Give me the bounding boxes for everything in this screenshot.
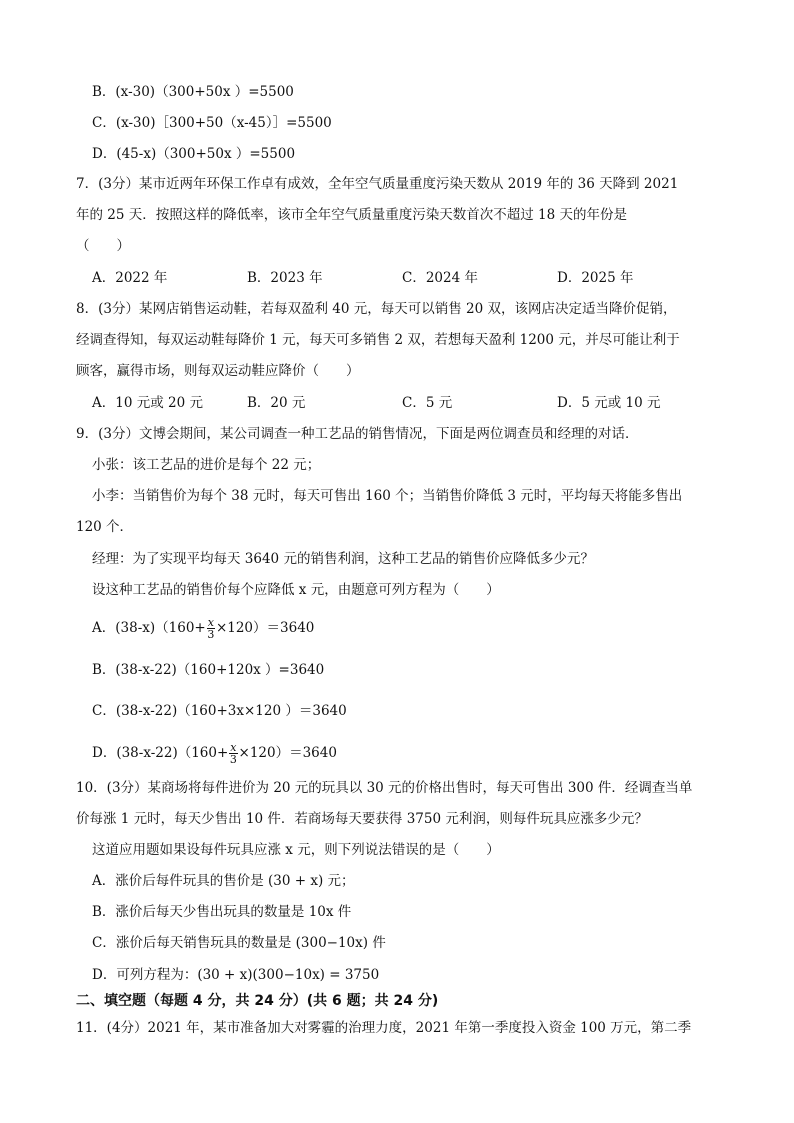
q8-stem-line2: 经调查得知，每双运动鞋每降价 1 元，每天可多销售 2 双，若想每天盈利 1200 元，并尽可能让利于 <box>76 332 680 348</box>
fraction-numerator: x <box>230 741 237 754</box>
q6-option-d: D．(45-x)（300+50x ）=5500 <box>92 146 296 162</box>
q10-option-b: B．涨价后每天少售出玩具的数量是 10x 件 <box>92 904 352 920</box>
section-fill-in-heading: 二、填空题（每题 4 分，共 24 分）(共 6 题；共 24 分) <box>76 993 439 1009</box>
q9-stem-line1: 9．(3分）文博会期间，某公司调查一种工艺品的销售情况，下面是两位调查员和经理的对话． <box>76 426 639 442</box>
q9-dialog-zhang: 小张：该工艺品的进价是每个 22 元； <box>92 457 321 473</box>
q9-option-b: B．(38-x-22)（160+120x ）=3640 <box>92 662 325 678</box>
q7-option-a: A．2022 年 <box>92 270 168 286</box>
q8-option-c: C．5 元 <box>402 395 453 411</box>
q8-option-a: A．10 元或 20 元 <box>92 395 203 411</box>
q7-option-c: C．2024 年 <box>402 270 478 286</box>
q7-option-b: B．2023 年 <box>247 270 323 286</box>
q8-stem-line1: 8．(3分）某网店销售运动鞋，若每双盈利 40 元，每天可以销售 20 双，该网店决定适当降价促销， <box>76 301 677 317</box>
q8-option-d: D．5 元或 10 元 <box>557 395 661 411</box>
q9-option-c: C．(38-x-22)（160+3x×120 ）＝3640 <box>92 703 347 719</box>
q6-option-b: B．(x-30)（300+50x ）=5500 <box>92 84 294 100</box>
q11-stem-line1: 11．(4分）2021 年，某市准备加大对雾霾的治理力度，2021 年第一季度投入资金 100 万元，第二季 <box>76 1020 692 1036</box>
q7-stem-line3: （ ） <box>76 238 130 254</box>
q10-option-d: D．可列方程为：(30 + x)(300−10x) = 3750 <box>92 967 380 983</box>
q9-option-a-pre: A．(38-x)（160+ <box>92 620 206 636</box>
q10-stem-line2: 价每涨 1 元时，每天少售出 10 件．若商场每天要获得 3750 元利润，则每件玩具应涨多少元？ <box>76 811 648 827</box>
q9-option-d-pre: D．(38-x-22)（160+ <box>92 745 229 761</box>
q9-option-a-fraction <box>207 617 215 640</box>
q10-option-a: A．涨价后每件玩具的售价是 (30 + x) 元； <box>92 873 355 889</box>
q9-dialog-manager: 经理：为了实现平均每天 3640 元的销售利润，这种工艺品的销售价应降低多少元？ <box>92 551 594 567</box>
q8-option-b: B．20 元 <box>247 395 306 411</box>
q9-option-a <box>92 617 314 640</box>
q9-option-d <box>92 742 337 765</box>
q7-stem-line2: 年的 25 天．按照这样的降低率，该市全年空气质量重度污染天数首次不超过 18 天的年份是 <box>76 207 628 223</box>
fraction-denominator: 3 <box>229 753 237 766</box>
q9-option-d-fraction <box>229 742 237 765</box>
fraction-denominator: 3 <box>207 628 215 641</box>
q10-option-c: C．涨价后每天销售玩具的数量是 (300−10x) 件 <box>92 935 386 951</box>
q7-stem-line1: 7．(3分）某市近两年环保工作卓有成效，全年空气质量重度污染天数从 2019 年的 36 天降到 2021 <box>76 176 679 192</box>
q10-stem-line1: 10．(3分）某商场将每件进价为 20 元的玩具以 30 元的价格出售时，每天可售出 300 件．经调查当单 <box>76 780 693 796</box>
q9-option-d-post: ×120）＝3640 <box>238 745 337 761</box>
q10-stem-line3: 这道应用题如果设每件玩具应涨 x 元，则下列说法错误的是（ ） <box>92 842 500 858</box>
q7-option-d: D．2025 年 <box>557 270 634 286</box>
q9-setup: 设这种工艺品的销售价每个应降低 x 元，由题意可列方程为（ ） <box>92 582 500 598</box>
fraction-numerator: x <box>207 616 214 629</box>
q9-dialog-li-line2: 120 个． <box>76 519 134 535</box>
q9-option-a-post: ×120）＝3640 <box>215 620 315 636</box>
q8-stem-line3: 顾客，赢得市场，则每双运动鞋应降价（ ） <box>76 363 360 379</box>
q9-dialog-li-line1: 小李：当销售价为每个 38 元时，每天可售出 160 个；当销售价降低 3 元时，平均每天将能多售出 <box>92 488 683 504</box>
q6-option-c: C．(x-30)［300+50（x-45）］=5500 <box>92 115 332 131</box>
